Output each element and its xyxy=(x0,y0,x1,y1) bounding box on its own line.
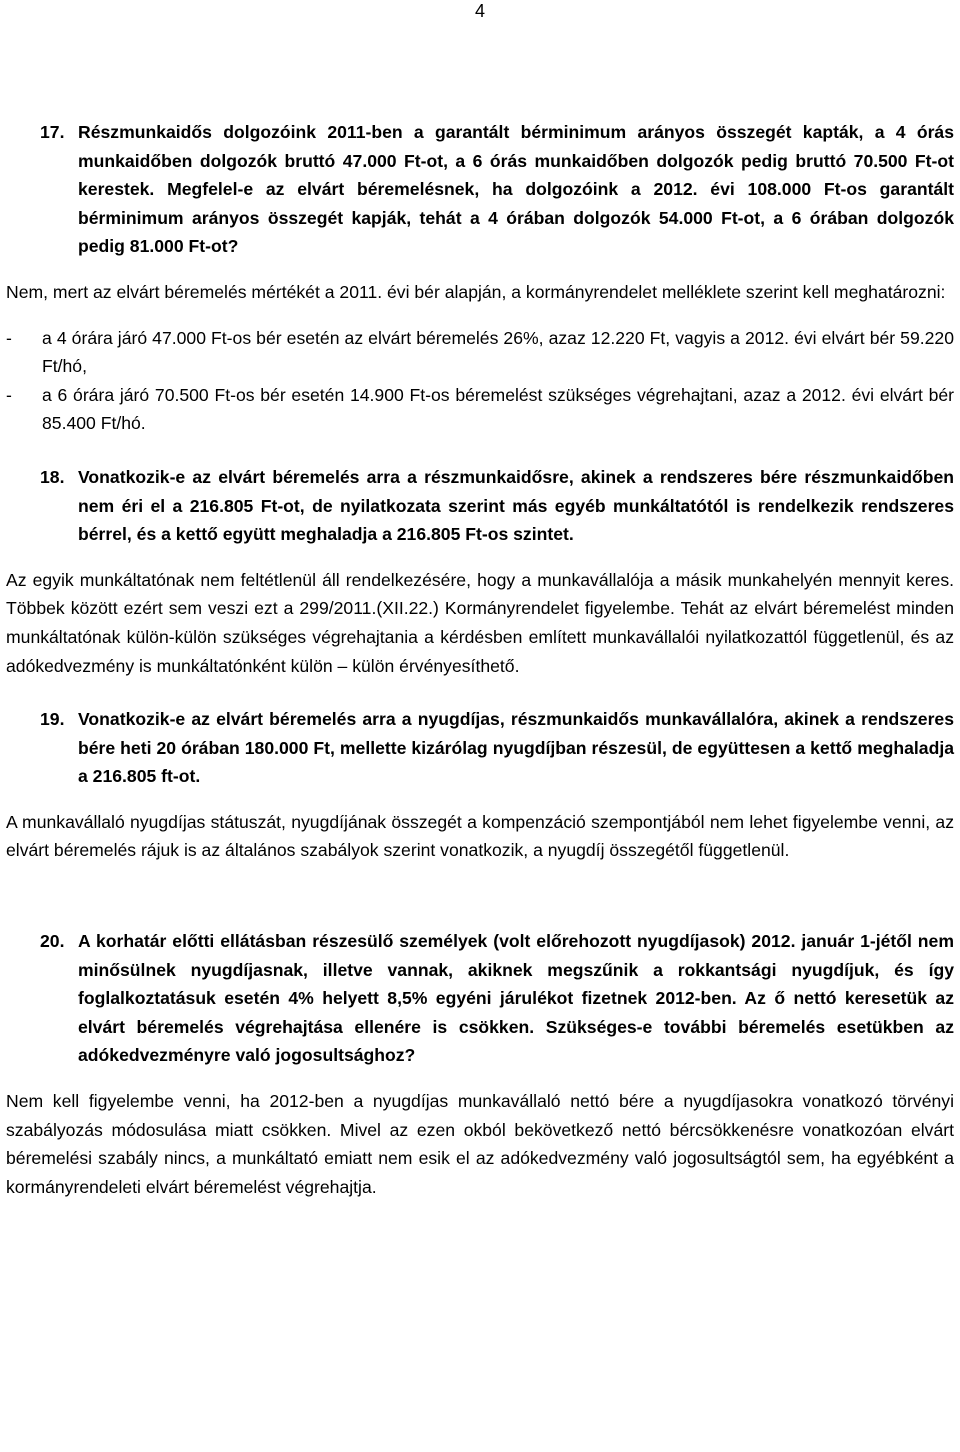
list-dash: - xyxy=(6,327,12,348)
answer-20: Nem kell figyelembe venni, ha 2012-ben a nyugdíjas munkavállaló nettó bére a nyugdíjasokra vonatkozó törvényi szabályozás módosulása miatt csökken. Mivel az ezen okból bekövetkező nettó bércsökkenésre vonatkozóan elvárt béremelési szabály nincs, a munkáltató emiatt nem esik el az adókedvezmény való jogosultságtól sem, ha egyébként a kormányrendeleti elvárt béremelést végrehajtja. xyxy=(6,1091,954,1197)
question-17 xyxy=(6,118,954,261)
question-17-text: Részmunkaidős dolgozóink 2011-ben a garantált bérminimum arányos összegét kapták, a 4 órás munkaidőben dolgozók bruttó 47.000 Ft-ot, a 6 órás munkaidőben dolgozók pedig bruttó 70.500 Ft-ot kerestek. Megfelel-e az elvárt béremelésnek, ha dolgozóink a 2012. évi 108.000 Ft-os garantált bérminimum arányos összegét kapják, tehát a 4 órában dolgozók 54.000 Ft-ot, a 6 órában dolgozók pedig 81.000 Ft-ot? xyxy=(78,122,954,257)
answer-17: Nem, mert az elvárt béremelés mértékét a 2011. évi bér alapján, a kormányrendelet melléklete szerint kell meghatározni: xyxy=(6,281,946,302)
page-number: 4 xyxy=(474,1,485,21)
document-body xyxy=(6,118,954,1201)
question-17-number: 17. xyxy=(40,122,65,142)
list-dash: - xyxy=(6,384,12,405)
question-19-text: Vonatkozik-e az elvárt béremelés arra a nyugdíjas, részmunkaidős munkavállalóra, akinek a rendszeres bére heti 20 órában 180.000 Ft, mellette kizárólag nyugdíjban részesül, de együttesen a kettő meghaladja a 216.805 ft-ot. xyxy=(78,709,954,787)
answer-17-item-2 xyxy=(6,381,954,438)
question-19-number: 19. xyxy=(40,709,65,730)
answer-19: A munkavállaló nyugdíjas státuszát, nyugdíjának összegét a kompenzáció szempontjából nem lehet figyelembe venni, az elvárt béremelés rájuk is az általános szabályok szerint vonatkozik, a nyugdíj összegétől függetlenül. xyxy=(6,811,954,861)
question-18-text: Vonatkozik-e az elvárt béremelés arra a részmunkaidősre, akinek a rendszeres bére részmunkaidőben nem éri el a 216.805 Ft-ot, de nyilatkozata szerint más egyéb munkáltatótól is rendelkezik rendszeres bérrel, és a kettő együtt meghaladja a 216.805 Ft-os szintet. xyxy=(78,466,954,545)
question-18-number: 18. xyxy=(40,466,65,487)
question-18 xyxy=(6,463,954,549)
answer-17-item-1-text: a 4 órára járó 47.000 Ft-os bér esetén az elvárt béremelés 26%, azaz 12.220 Ft, vagyis a 2012. évi elvárt bér 59.220 Ft/hó, xyxy=(42,327,954,377)
question-19 xyxy=(6,705,954,791)
question-20-text: A korhatár előtti ellátásban részesülő személyek (volt előrehozott nyugdíjasok) 2012. január 1-jétől nem minősülnek nyugdíjasnak, illetve vannak, akiknek megszűnik a rokkantsági nyugdíjuk, és így foglalkoztatásuk esetén 4% helyett 8,5% egyéni járulékot fizetnek 2012-ben. Az ő nettó keresetük az elvárt béremelés végrehajtása ellenére is csökken. Szükséges-e további béremelés esetükben az adókedvezményre való jogosultsághoz? xyxy=(78,931,954,1066)
answer-17-item-1 xyxy=(6,324,954,381)
question-20-number: 20. xyxy=(40,931,65,952)
answer-17-item-2-text: a 6 órára járó 70.500 Ft-os bér esetén 14.900 Ft-os béremelést szükséges végrehajtani, azaz a 2012. évi elvárt bér 85.400 Ft/hó. xyxy=(42,384,954,434)
question-20 xyxy=(6,927,954,1070)
answer-18: Az egyik munkáltatónak nem feltétlenül áll rendelkezésére, hogy a munkavállalója a másik munkahelyén mennyit keres. Többek között ezért sem veszi ezt a 299/2011.(XII.22.) Kormányrendelet figyelembe. Tehát az elvárt béremelést minden munkáltatónak külön-külön szükséges végrehajtania a kérdésben említett munkavállalói nyilatkozattól függetlenül, és az adókedvezmény is munkáltatónként külön – külön érvényesíthető. xyxy=(6,569,954,676)
